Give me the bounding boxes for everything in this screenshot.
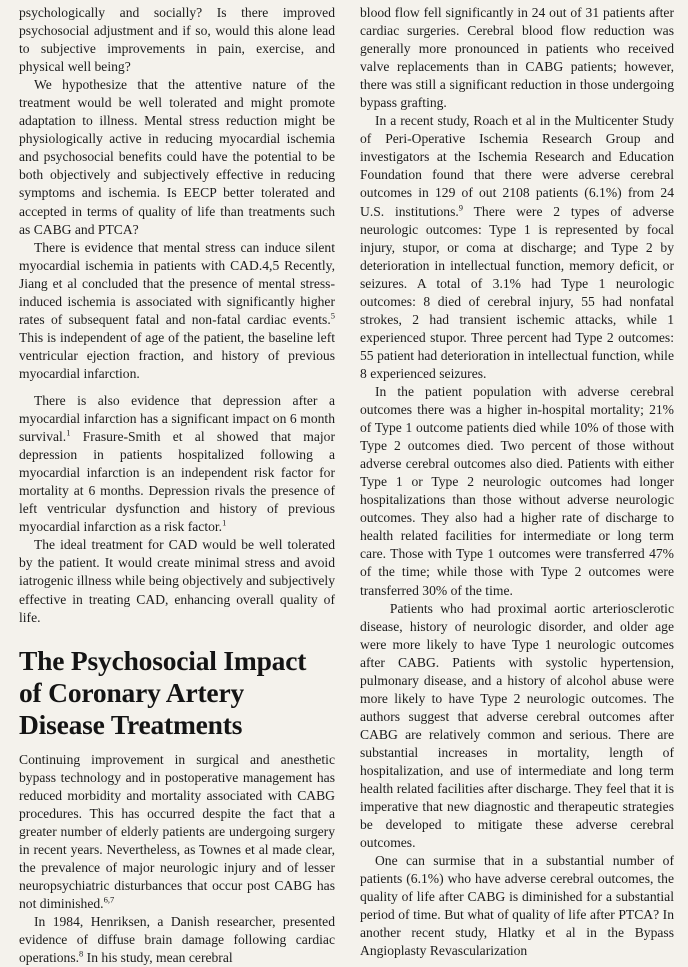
paragraph: We hypothesize that the attentive nature of the treatment would be well tolerated and might promote adaptation to illness. Mental stress reduction might be physiologically active in reducing myocardial ischemia and psychosocial benefits could have the potential to be both objectively and subjectively effective in reducing symptoms and ischemia. Is EECP better tolerated and accepted in terms of quality of life than treatments such as CABG and PTCA? bbox=[19, 77, 335, 237]
reference-marker: 1 bbox=[66, 427, 71, 438]
reference-marker: 5 bbox=[330, 310, 335, 321]
reference-marker: 6,7 bbox=[103, 894, 115, 905]
reference-marker: 8 bbox=[79, 948, 84, 959]
reference-marker: 9 bbox=[458, 201, 464, 212]
reference-marker: 1 bbox=[222, 517, 227, 528]
paragraph: The ideal treatment for CAD would be well tolerated by the patient. It would create minimal stress and avoid iatrogenic illness while being objectively and subjectively effective in treating CAD, enhancing overall quality of life. bbox=[19, 537, 335, 625]
left-column bbox=[19, 0, 335, 967]
paragraph: psychologically and socially? Is there improved psychosocial adjustment and if so, would this alone lead to subjective improvements in pain, exercise, and physical well being? bbox=[19, 5, 335, 75]
paragraph: One can surmise that in a substantial number of patients (6.1%) who have adverse cerebral outcomes, the quality of life after CABG is diminished for a substantial period of time. But what of quality of life after PTCA? In another recent study, Hlatky et al in the Bypass Angioplasty Revascularization bbox=[360, 853, 674, 959]
section-heading: The Psychosocial Impact of Coronary Artery Disease Treatments bbox=[19, 644, 307, 740]
paragraph: Patients who had proximal aortic arteriosclerotic disease, history of neurologic disorder, and older age were more likely to have Type 1 neurologic outcomes after CABG. Patients with systolic hypertension, pulmonary disease, and a history of alcohol abuse were more likely to have Type 2 neurologic outcomes. The authors suggest that adverse cerebral outcomes after CABG are relatively common and serious. There are substantial increases in mortality, length of hospitalization, and use of intermediate and long term health related facilities after discharge. They feel that it is imperative that new diagnostic and therapeutic strategies be developed to mitigate these adverse cerebral outcomes. bbox=[360, 600, 674, 851]
paragraph: In a recent study, Roach et al in the Multicenter Study of Peri-Operative Ischemia Research Group and investigators at the Ischemia Research and Education Foundation found that there were adverse cerebral outcomes in 129 of out 2108 patients (6.1%) from 24 U.S. institutions.$^9$ There were 2 types of adverse neurologic outcomes: Type 1 is represented by focal injury, stupor, or coma at discharge; and Type 2 by deterioration in intellectual function, memory deficit, or seizures. A total of 3.1% had Type 1 neurologic outcomes: 8 died of cerebral injury, 55 had nonfatal strokes, 2 had transient ischemic attacks, while 1 experienced stupor. Three percent had Type 2 outcomes: 55 patient had deterioration in intellectual function, while 8 experienced seizures. bbox=[360, 113, 674, 381]
paragraph: There is evidence that mental stress can induce silent myocardial ischemia in patients with CAD.4,5 Recently, Jiang et al concluded that the presence of mental stress-induced ischemia is associated with significantly higher rates of subsequent fatal and non-fatal cardiac events.$^5$ This is independent of age of the patient, the baseline left ventricular ejection fraction, and history of previous myocardial infarction. bbox=[19, 239, 335, 381]
paragraph: Continuing improvement in surgical and anesthetic bypass technology and in postoperative management has reduced morbidity and mortality associated with CABG procedures. This has occurred despite the fact that a greater number of elderly patients are undergoing surgery in recent years. Nevertheless, as Townes et al made clear, the prevalence of major neurologic injury and of lesser neuropsychiatric disturbances that occur post CABG has not diminished.$^{6,7}$ bbox=[19, 751, 335, 911]
paragraph: In the patient population with adverse cerebral outcomes there was a higher in-hospital mortality; 21% of Type 1 outcome patients died while 10% of those with Type 2 outcomes died. Two percent of those without adverse cerebral outcomes also died. Patients with either Type 1 or Type 2 neurologic outcomes had longer hospitalizations than those without adverse neurologic outcomes. They also had a higher rate of discharge to health related facilities for intermediate or long term care. Those with Type 1 outcomes were transferred 47% of the time; while those with Type 2 outcomes were transferred 30% of the time. bbox=[360, 383, 674, 598]
paragraph: In 1984, Henriksen, a Danish researcher, presented evidence of diffuse brain damage following cardiac operations.$^8$ In his study, mean cerebral bbox=[19, 914, 335, 966]
right-column bbox=[360, 0, 674, 960]
paragraph: blood flow fell significantly in 24 out of 31 patients after cardiac surgeries. Cerebral blood flow reduction was generally more pronounced in patients who received valve replacements than in CABG patients; however, there was still a significant reduction in those undergoing bypass grafting. bbox=[360, 5, 674, 111]
paragraph: There is also evidence that depression after a myocardial infarction has a significant impact on 6 month survival.$^1$ Frasure-Smith et al showed that major depression in patients hospitalized following a myocardial infarction is an independent risk factor for mortality at 6 months. Depression rivals the presence of left ventricular dysfunction and history of previous myocardial infarction as a risk factor.$^1$ bbox=[19, 392, 335, 535]
